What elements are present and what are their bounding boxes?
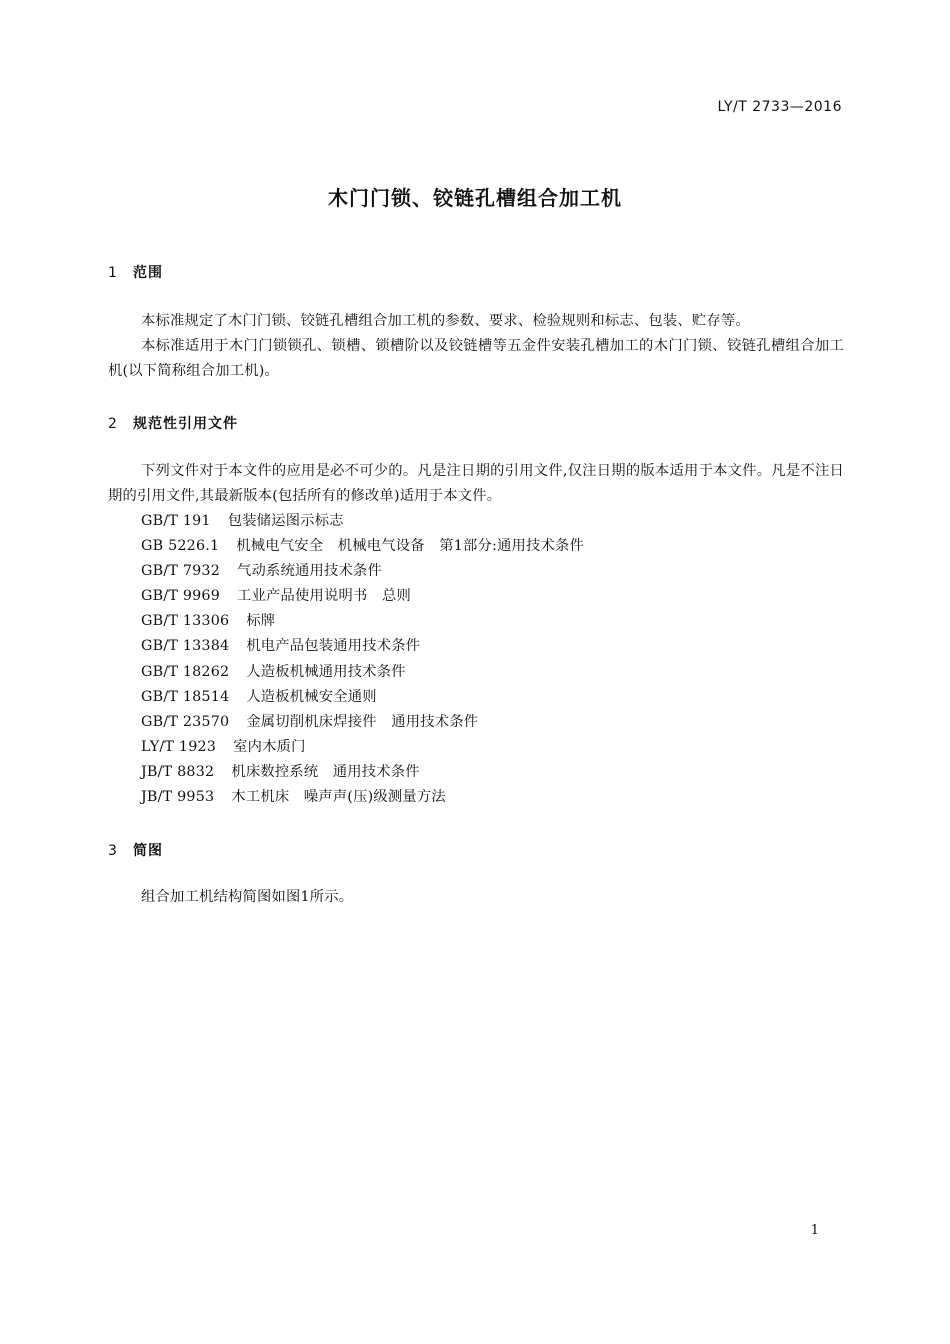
reference-item <box>141 609 584 634</box>
reference-item <box>141 584 584 609</box>
reference-item <box>141 685 584 710</box>
section-title: 规范性引用文件 <box>133 416 238 432</box>
section-heading-diagram <box>108 840 163 860</box>
reference-code: LY/T 1923 <box>141 738 217 755</box>
section-number: 1 <box>108 265 118 281</box>
paragraph: 本标准规定了木门门锁、铰链孔槽组合加工机的参数、要求、检验规则和标志、包装、贮存等。 <box>141 313 750 329</box>
reference-item <box>141 710 584 735</box>
reference-item <box>141 735 584 760</box>
reference-title: 工业产品使用说明书 总则 <box>237 588 411 605</box>
reference-code: JB/T 8832 <box>141 763 215 780</box>
standard-code: LY/T 2733—2016 <box>717 99 842 115</box>
reference-title: 标牌 <box>246 613 276 630</box>
page-number: 1 <box>810 1223 819 1238</box>
section-title: 范围 <box>133 265 163 281</box>
reference-list <box>141 509 584 810</box>
reference-code: GB/T 18262 <box>141 663 230 680</box>
reference-code: JB/T 9953 <box>141 789 215 806</box>
section-number: 3 <box>108 843 118 859</box>
reference-item <box>141 634 584 659</box>
document-title: 木门门锁、铰链孔槽组合加工机 <box>328 186 622 210</box>
reference-title: 人造板机械安全通则 <box>246 688 377 705</box>
reference-item <box>141 509 584 534</box>
reference-code: GB/T 13384 <box>141 638 230 655</box>
reference-title: 室内木质门 <box>233 738 306 755</box>
reference-title: 木工机床 噪声声(压)级测量方法 <box>231 789 446 806</box>
reference-item <box>141 559 584 584</box>
reference-title: 机电产品包装通用技术条件 <box>246 638 421 655</box>
reference-title: 金属切削机床焊接件 通用技术条件 <box>246 713 479 730</box>
section-heading-scope <box>108 262 163 282</box>
reference-title: 人造板机械通用技术条件 <box>246 663 406 680</box>
reference-item <box>141 534 584 559</box>
reference-code: GB/T 191 <box>141 513 211 529</box>
reference-title: 包装储运图示标志 <box>227 513 344 529</box>
reference-code: GB/T 9969 <box>141 588 221 605</box>
reference-code: GB/T 13306 <box>141 613 230 630</box>
section-title: 简图 <box>133 843 163 859</box>
reference-title: 气动系统通用技术条件 <box>237 563 382 580</box>
reference-code: GB/T 18514 <box>141 688 230 705</box>
paragraph: 本标准适用于木门门锁锁孔、锁槽、锁槽阶以及铰链槽等五金件安装孔槽加工的木门门锁、铰链孔槽组合加工机(以下简称组合加工机)。 <box>108 338 844 379</box>
paragraph: 组合加工机结构简图如图1所示。 <box>141 889 354 905</box>
reference-item <box>141 785 584 810</box>
section-heading-normative-references <box>108 413 238 433</box>
reference-code: GB 5226.1 <box>141 538 220 555</box>
reference-title: 机械电气安全 机械电气设备 第1部分:通用技术条件 <box>236 538 585 555</box>
reference-title: 机床数控系统 通用技术条件 <box>231 763 420 780</box>
section-number: 2 <box>108 416 118 432</box>
reference-code: GB/T 7932 <box>141 563 221 580</box>
reference-item <box>141 760 584 785</box>
paragraph: 下列文件对于本文件的应用是必不可少的。凡是注日期的引用文件,仅注日期的版本适用于本文件。凡是不注日期的引用文件,其最新版本(包括所有的修改单)适用于本文件。 <box>108 463 844 504</box>
reference-code: GB/T 23570 <box>141 713 230 730</box>
reference-item <box>141 660 584 685</box>
